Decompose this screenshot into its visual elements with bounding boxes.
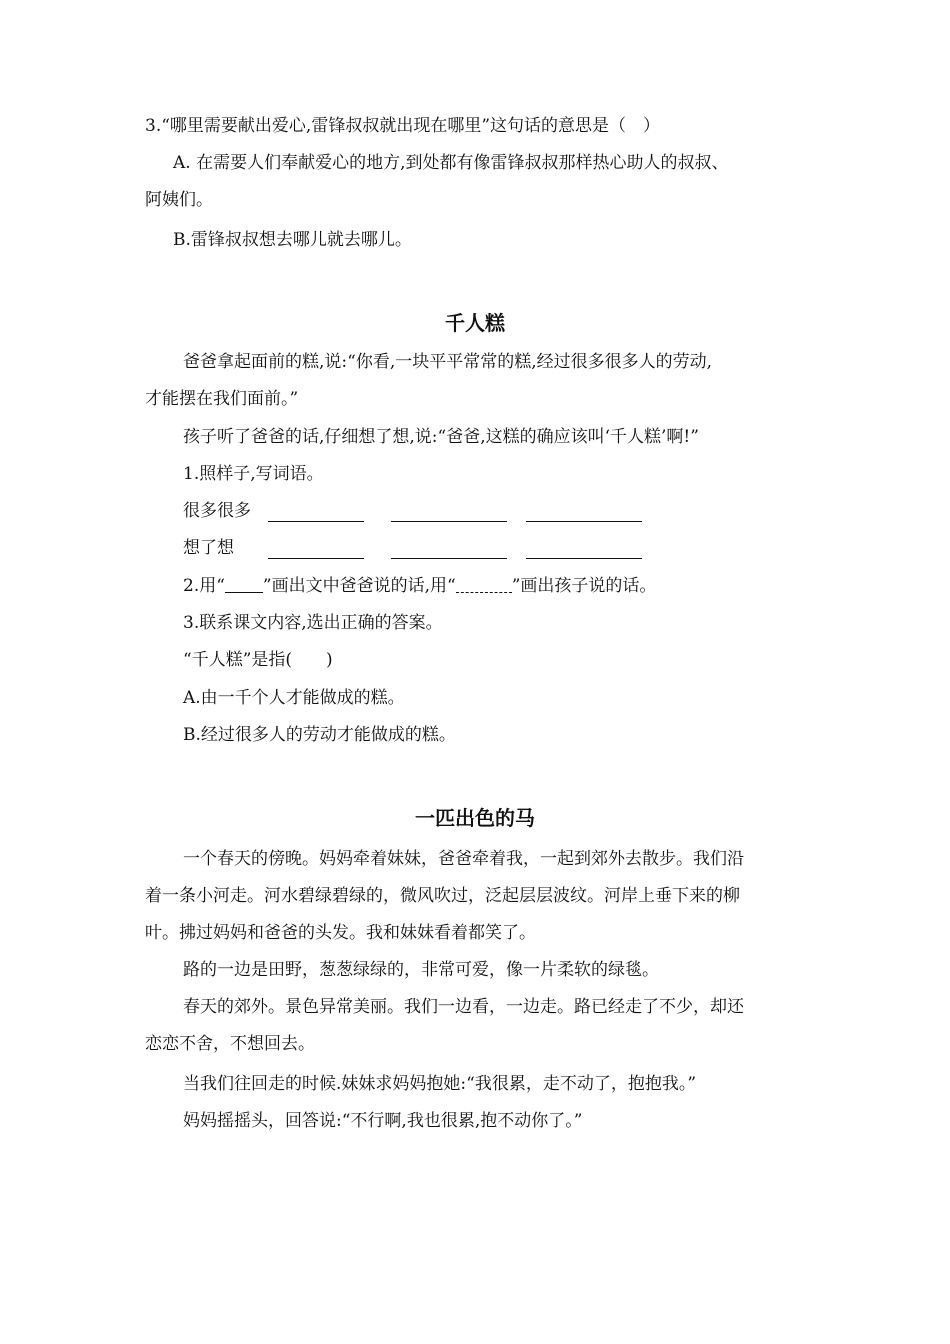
paragraph-1-line-2: 着一条小河走。河水碧绿碧绿的，微风吹过，泛起层层波纹。河岸上垂下来的柳	[145, 886, 740, 906]
paragraph-4: 当我们往回走的时候.妹妹求妈妈抱她:“我很累，走不动了，抱抱我。”	[183, 1074, 697, 1094]
question-2-part-c: ”画出孩子说的话。	[511, 576, 657, 596]
question-2	[183, 574, 810, 598]
paragraph-1-line-2: 才能摆在我们面前。”	[145, 389, 299, 409]
paragraph-2: 孩子听了爸爸的话,仔细想了想,说:“爸爸,这糕的确应该叫‘千人糕’啊!”	[183, 427, 699, 447]
option-a-line-2: 阿姨们。	[145, 190, 213, 210]
answer-blank[interactable]	[268, 558, 364, 559]
answer-blank[interactable]	[526, 521, 642, 522]
example-word-2: 想了想	[183, 538, 234, 558]
section-title-qianrengao: 千人糕	[445, 311, 505, 335]
paragraph-1-line-1: 爸爸拿起面前的糕,说:“你看,一块平平常常的糕,经过很多很多人的劳动,	[183, 352, 713, 372]
example-word-1: 很多很多	[183, 501, 251, 521]
answer-blank[interactable]	[391, 558, 507, 559]
dashed-underline-sample	[456, 576, 512, 593]
paragraph-3-line-1: 春天的郊外。景色异常美丽。我们一边看，一边走。路已经走了不少，却还	[183, 997, 744, 1017]
question-2-part-b: ”画出文中爸爸说的话,用“	[262, 576, 456, 596]
section-title-horse: 一匹出色的马	[415, 806, 535, 830]
option-a: A.由一千个人才能做成的糕。	[183, 688, 405, 708]
paragraph-1-line-1: 一个春天的傍晚。妈妈牵着妹妹，爸爸牵着我，一起到郊外去散步。我们沿	[183, 849, 744, 869]
option-b: B.雷锋叔叔想去哪儿就去哪儿。	[173, 230, 412, 250]
question-3-prompt: “千人糕”是指( )	[183, 650, 333, 670]
question-2-part-a: 2.用“	[183, 576, 225, 596]
question-3: 3.“哪里需要献出爱心,雷锋叔叔就出现在哪里”这句话的意思是（ ）	[145, 116, 661, 136]
answer-blank[interactable]	[268, 521, 364, 522]
paragraph-1-line-3: 叶。拂过妈妈和爸爸的头发。我和妹妹看着都笑了。	[145, 923, 536, 943]
paragraph-3-line-2: 恋恋不舍，不想回去。	[145, 1034, 315, 1054]
question-3: 3.联系课文内容,选出正确的答案。	[183, 613, 443, 633]
answer-blank[interactable]	[526, 558, 642, 559]
option-b: B.经过很多人的劳动才能做成的糕。	[183, 725, 456, 745]
paragraph-2: 路的一边是田野，葱葱绿绿的，非常可爱，像一片柔软的绿毯。	[183, 960, 659, 980]
question-1: 1.照样子,写词语。	[183, 464, 324, 484]
option-a-line-1: A. 在需要人们奉献爱心的地方,到处都有像雷锋叔叔那样热心助人的叔叔、	[173, 153, 729, 173]
solid-underline-sample	[225, 576, 263, 593]
answer-blank[interactable]	[391, 521, 507, 522]
paragraph-5: 妈妈摇摇头，回答说:“不行啊,我也很累,抱不动你了。”	[183, 1111, 583, 1131]
